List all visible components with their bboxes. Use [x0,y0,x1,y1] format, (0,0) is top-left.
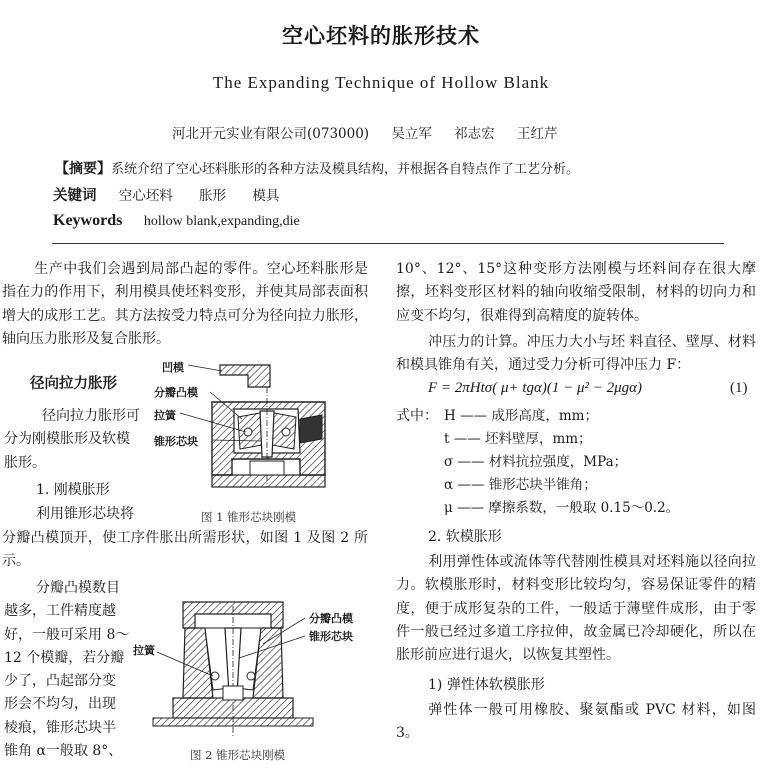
abstract [55,158,579,178]
text-line: 利用锥形芯块将 [36,506,134,522]
text-line: 分瓣凸模数目 [36,580,120,596]
keyword: 胀形 [199,188,227,204]
subsection-heading: 1) 弹性体软模胀形 [428,677,545,693]
subsection-heading: 1. 刚模胀形 [36,482,110,498]
definition-item: σ —— 材料抗拉强度，MPa； [444,454,628,470]
rigid-intro-paragraph [4,405,156,475]
equation-number: (1) [730,380,748,396]
text-line: 少了，凸起部分变 [4,673,116,690]
figure-label: 凹模 [162,361,184,374]
figure-label: 锥形芯块 [154,435,198,448]
figure-2 [133,598,373,743]
keyword: 空心坯料 [118,188,173,204]
text-line: 形会不均匀，出现 [4,696,116,713]
definition-item: μ —— 摩擦系数，一般取 0.15～0.2。 [444,500,680,516]
figure-1-caption: 图 1 锥形芯块刚模 [201,510,297,524]
abstract-text: 系统介绍了空心坯料胀形的各种方法及模具结构，并根据各自特点作了工艺分析。 [111,162,580,177]
figure-label: 拉簧 [154,409,176,422]
figure-1 [150,357,370,507]
text-line: 胀形。 [4,454,46,471]
english-keywords-text: hollow blank,expanding,die [143,214,300,229]
text-line: 分为刚模胀形及软模 [4,431,130,448]
where-label: 式中： [396,408,438,424]
text-line: 径向拉力胀形可 [42,408,140,424]
intro-paragraph: 生产中我们会遇到局部凸起的零件。空心坯料胀形是指在力的作用下，利用模具使坯料变形，并使其局部表面积增大的成形工艺。其方法按受力特点可分为径向拉力胀形，轴向压力胀形及复合胀形。 [2,261,368,347]
figure-reference-paragraph: 分瓣凸模顶开，使工序件胀出所需形状，如图 1 及图 2 所示。 [2,530,368,570]
abstract-label: 【摘要】 [55,161,111,177]
right-paragraph-3: 利用弹性体或流体等代替刚性模具对坯料施以径向拉力。软模胀形时，材料变形比较均匀，容易保证零件的精度，便于成形复杂的工件，一般适于薄壁件成形，由于零件一般已经过多道工序拉伸，故金属已冷却硬化，所以在胀形前应进行退火，以恢复其塑性。 [396,554,756,664]
text-line: 棱痕，锥形芯块半 [4,719,116,736]
figure-label: 分瓣凸模 [309,612,353,625]
figure-label: 拉簧 [133,644,155,657]
text-line: 越多，工件精度越 [4,603,116,620]
text-line: 12 个模瓣，若分瓣 [4,649,125,666]
definition-item: t —— 坯料壁厚，mm； [444,431,592,447]
paper-title: 空心坯料的胀形技术 [282,24,480,48]
author-line [172,122,575,142]
figure-1-drawing [150,357,370,507]
text-line: 锥角 α一般取 8°、 [4,743,123,760]
right-paragraph-4: 弹性体一般可用橡胶、聚氨酯或 PVC 材料，如图 3。 [396,702,756,742]
right-paragraph-1: 10°、12°、15°这种变形方法刚模与坯料间存在很大摩擦，坯料变形区材料的轴向收缩受限制，材料的切向力和应变不均匀，很难得到高精度的旋转体。 [396,261,756,324]
keyword: 模具 [252,188,280,204]
affiliation: 河北开元实业有限公司(073000) [172,126,370,142]
header-divider [52,243,724,244]
english-keywords [53,212,300,230]
definition-list [444,405,679,520]
right-paragraph-2: 冲压力的计算。冲压力大小与坯 料直径、壁厚、材料和模具锥角有关，通过受力分析可得冲压力 F： [396,334,756,374]
author: 祁志宏 [454,126,495,142]
equation: F = 2πHtσ( μ+ tgα)(1 − μ² − 2μgα) [428,380,643,396]
keywords [53,184,301,205]
subsection-heading: 2. 软模胀形 [428,529,502,545]
keywords-label: 关键词 [53,188,97,204]
text-line: 好，一般可采用 8～ [4,626,130,643]
author: 王红芹 [516,126,558,142]
author: 吴立军 [391,126,432,142]
section-heading: 径向拉力胀形 [30,376,117,392]
english-title: The Expanding Technique of Hollow Blank [212,73,550,92]
definition-item: H —— 成形高度，mm； [444,408,598,424]
english-keywords-label: Keywords [53,212,123,229]
figure-label: 分瓣凸模 [154,386,198,399]
definition-item: α —— 锥形芯块半锥角； [444,477,597,493]
figure-label: 锥形芯块 [309,630,353,643]
figure-2-caption: 图 2 锥形芯块刚模 [190,748,286,762]
